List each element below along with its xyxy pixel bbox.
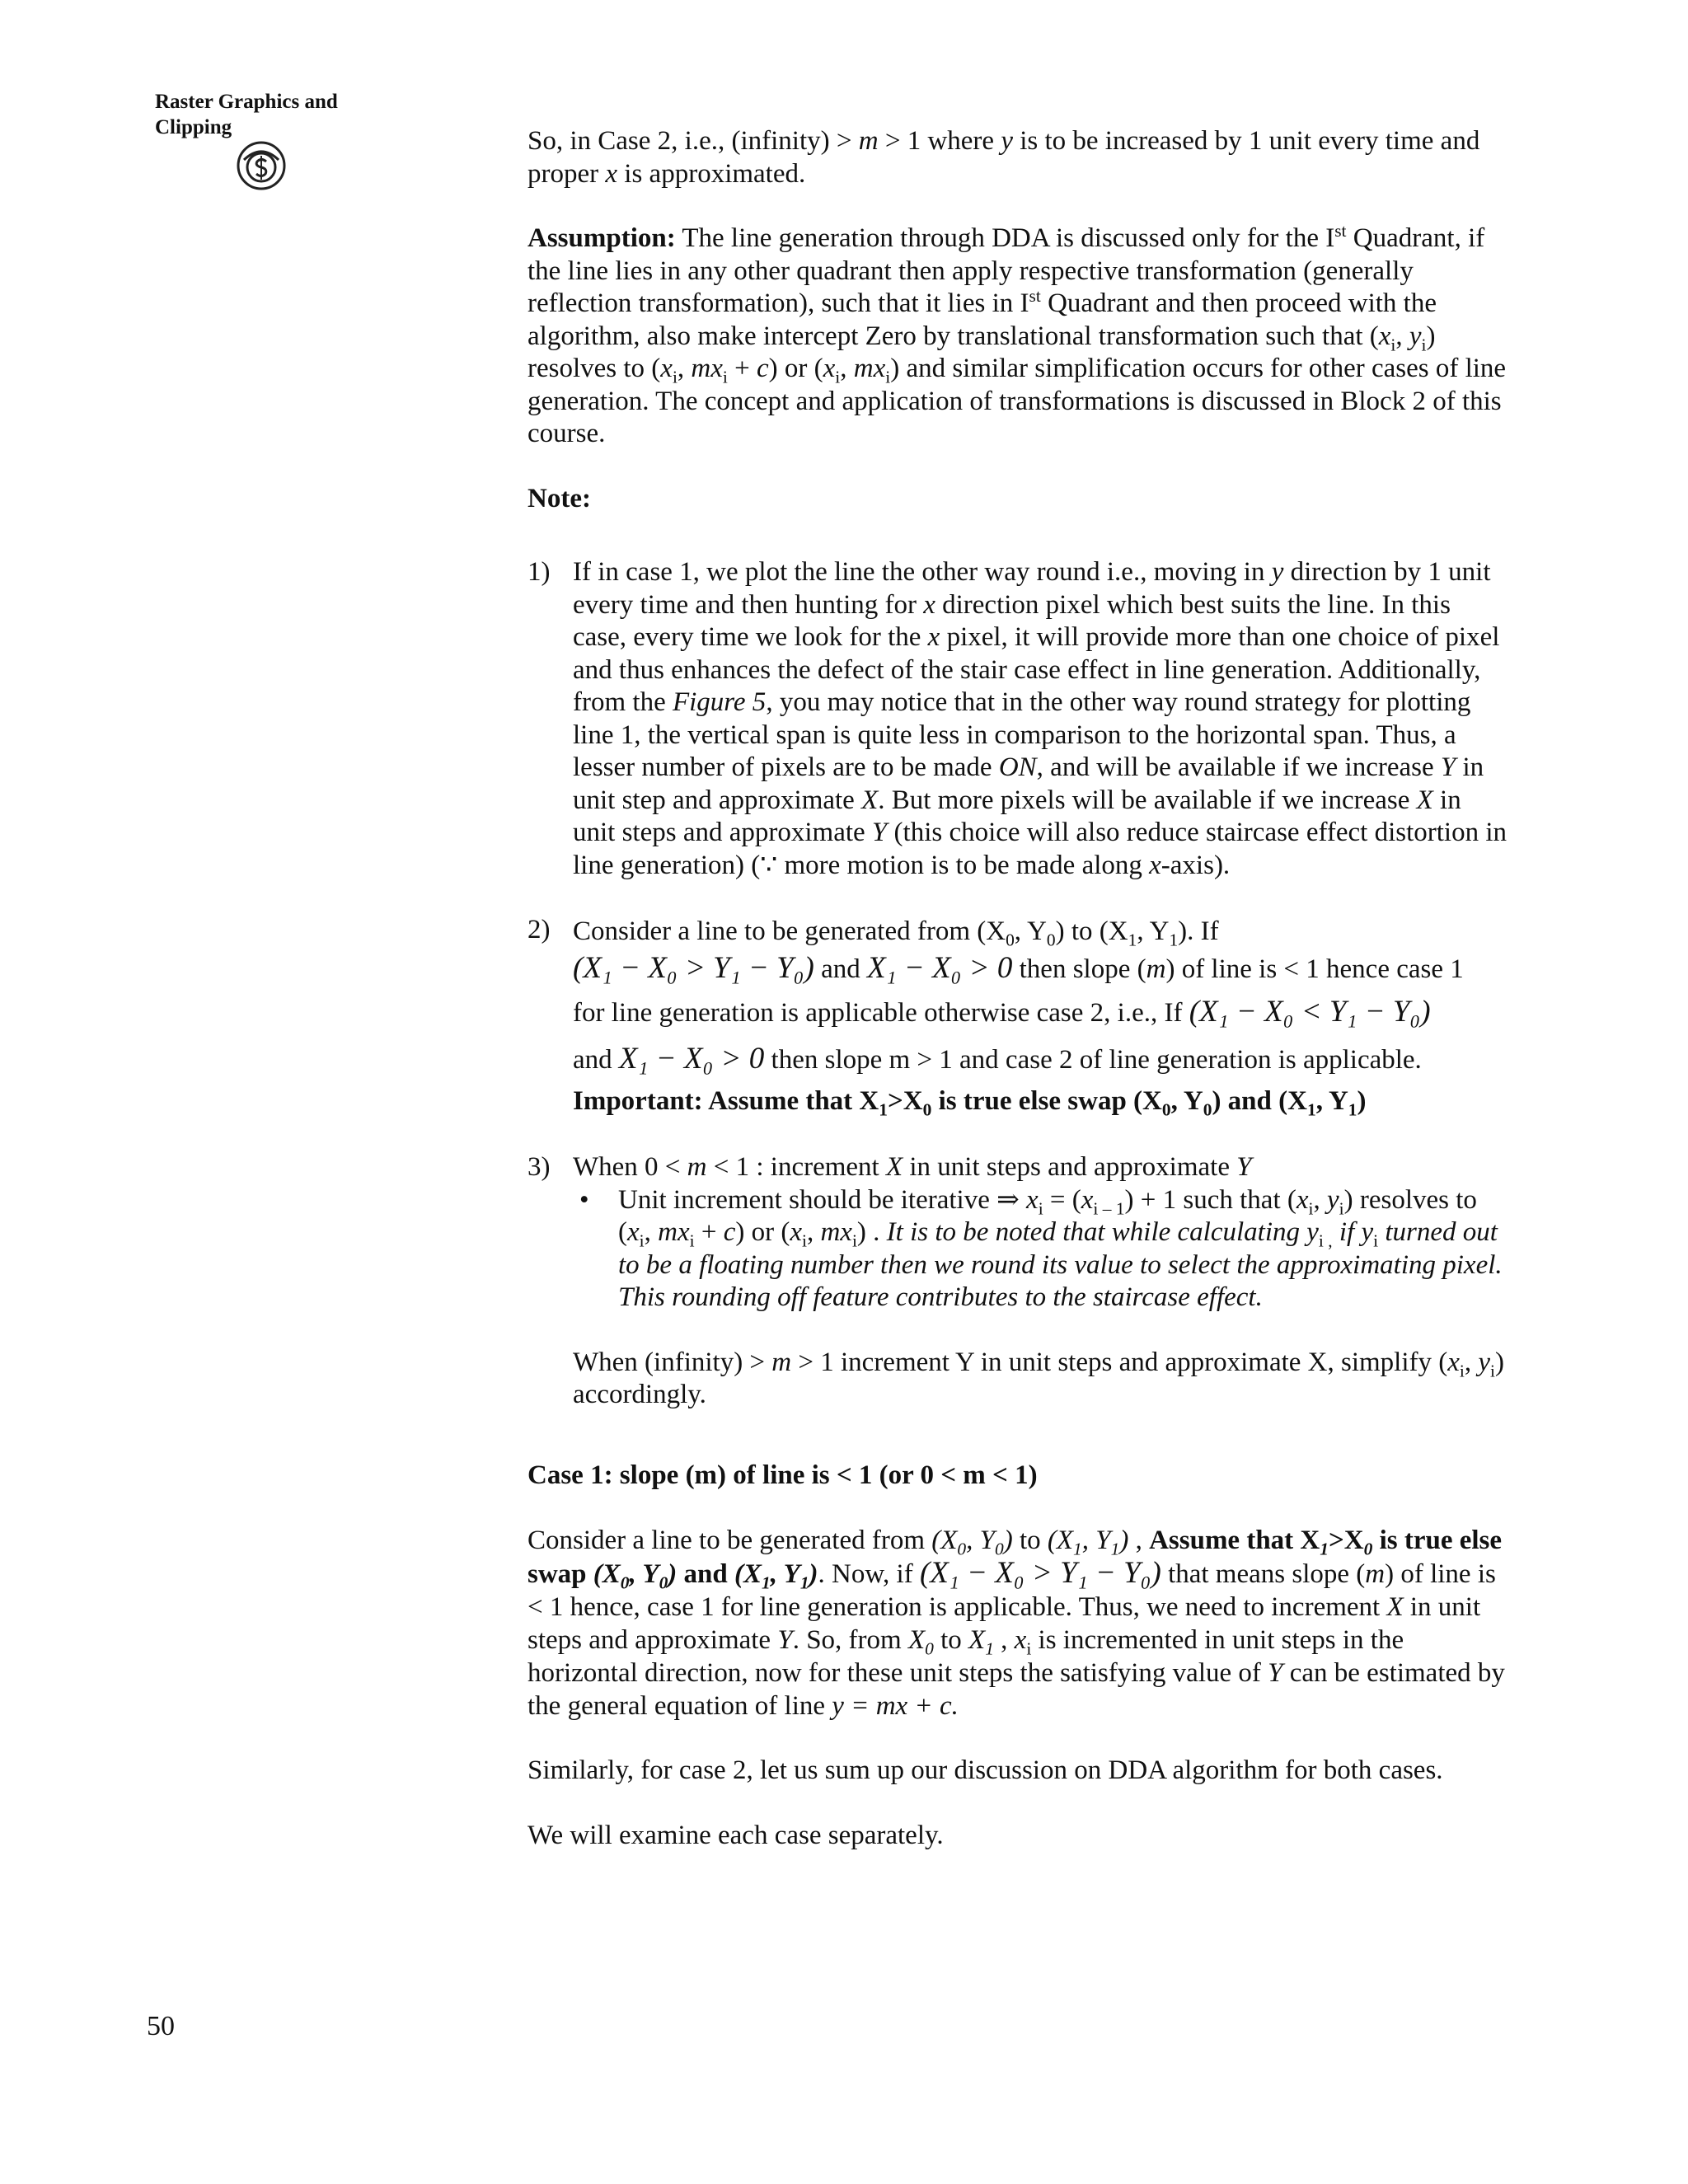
when-paragraph: When (infinity) > m > 1 increment Y in unit steps and approximate X, simplify ($x_i$, $y_i$) accordingly. xyxy=(573,1347,1504,1409)
formula-1: (X₁ − X₀ > Y₁ − Y₀) xyxy=(573,951,814,985)
header-title-line2: Clipping xyxy=(155,116,232,138)
note-item-1: 1) If in case 1, we plot the line the other way round i.e., moving in y direction by 1 unit every time and then hunting for x direction pixel which best suits the line. In this case, every time we look for the x pixel, it will provide more than one choice of pixel and thus enhances the defect of the stair case effect in line generation. Additionally, from the Figure 5, you may notice that in the other way round strategy for plotting line 1, the vertical span is quite less in comparison to the horizontal span. Thus, a lesser number of pixels are to be made ON, and will be available if we increase Y in unit step and approximate X. But more pixels will be available if we increase X in unit steps and approximate Y (this choice will also reduce staircase effect distortion in line generation) (∵ more motion is to be made along x-axis). xyxy=(528,557,1507,880)
assumption-paragraph: Assumption: The line generation through DDA is discussed only for the Ist Quadrant, if the line lies in any other quadrant then apply respective transformation (generally reflection transformation), such that it lies in Ist Quadrant and then proceed with the algorithm, also make intercept Zero by translational transformation such that ($x_i$, $y_i$) resolves to ($x_i$, $mx_i + c$) or ($x_i$, $mx_i$) and similar simplification occurs for other cases of line generation. The concept and application of transformations is discussed in Block 2 of this course. xyxy=(528,221,1507,448)
case1-paragraph: Consider a line to be generated from ($X_0$, $Y_0$) to ($X_1$, $Y_1$) , Assume that $X_1>X_0$ is true else swap ($X_0$, $Y_0$) and ($X_1$, $Y_1$). Now, if (X₁ − X₀ > Y₁ − Y₀) that means slope (m) of line is < 1 hence, case 1 for line generation is applicable. Thus, we need to increment X in unit steps and approximate Y. So, from $X_0$ to $X_1$ , $x_i$ is incremented in unit steps in the horizontal direction, now for these unit steps the satisfying value of Y can be estimated by the general equation of line y = mx + c. xyxy=(528,1526,1505,1721)
examine-paragraph: We will examine each case separately. xyxy=(528,1820,944,1850)
running-header xyxy=(155,89,402,140)
note-list xyxy=(528,556,1508,1412)
header-title-line1: Raster Graphics and xyxy=(155,91,338,113)
ignou-emblem-icon xyxy=(236,140,287,191)
formula-4: X₁ − X₀ > 0 xyxy=(618,1042,765,1076)
formula-3: (X₁ − X₀ < Y₁ − Y₀) xyxy=(1189,995,1431,1029)
bullet-item: • Unit increment should be iterative ⇒ $x_i = (x_{i - 1}) + 1$ such that ($x_i$, $y_i$) resolves to ($x_i$, $mx_i + c$) or ($x_i$, $mx_i$) . It is to be noted that while calculating $y_{i ,}$ if $y_i$ turned out to be a floating number then we round its value to select the approximating pixel. This rounding off feature contributes to the staircase effect. xyxy=(579,1184,1503,1312)
intro-paragraph: So, in Case 2, i.e., (infinity) > m > 1 where y is to be increased by 1 unit every time and proper x is approximated. xyxy=(528,126,1480,189)
main-content xyxy=(528,125,1508,1852)
important-note: Important: Assume that $X_1>X_0$ is true else swap ($X_0$, $Y_0$) and ($X_1$, $Y_1$) xyxy=(573,1086,1367,1120)
formula-5: (X₁ − X₀ > Y₁ − Y₀) xyxy=(919,1556,1161,1590)
page-number: 50 xyxy=(147,2011,175,2041)
note-item-2: 2) Consider a line to be generated from ($X_0$, $Y_0$) to ($X_1$, $Y_1$). If (X₁ − X₀ > Y₁ − Y₀) and X₁ − X₀ > 0 then slope (m) of line is < 1 hence case 1 for line generation is applicable otherwise case 2, i.e., If (X₁ − X₀ < Y₁ − Y₀) and X₁ − X₀ > 0 then slope m > 1 and case 2 of line generation is applicable. Important: Assume that $X_1>X_0$ is true else swap ($X_0$, $Y_0$) and ($X_1$, $Y_1$) xyxy=(528,914,1508,1119)
note-title: Note: xyxy=(528,483,591,513)
note-item-3: 3) When 0 < m < 1 : increment X in unit steps and approximate Y • Unit increment should be iterative ⇒ $x_i = (x_{i - 1}) + 1$ such that ($x_i$, $y_i$) resolves to ($x_i$, $mx_i + c$) or ($x_i$, $mx_i$) . It is to be noted that while calculating $y_{i ,}$ if $y_i$ turned out to be a floating number then we round its value to select the approximating pixel. This rounding off feature contributes to the staircase effect. When (infinity) > m > 1 increment Y in unit steps and approximate X, simplify ($x_i$, $y_i$) accordingly. xyxy=(528,1151,1508,1412)
formula-2: X₁ − X₀ > 0 xyxy=(867,951,1013,985)
case2-summary-paragraph: Similarly, for case 2, let us sum up our discussion on DDA algorithm for both cases. xyxy=(528,1755,1443,1785)
case1-heading: Case 1: slope (m) of line is < 1 (or 0 < m < 1) xyxy=(528,1460,1038,1490)
